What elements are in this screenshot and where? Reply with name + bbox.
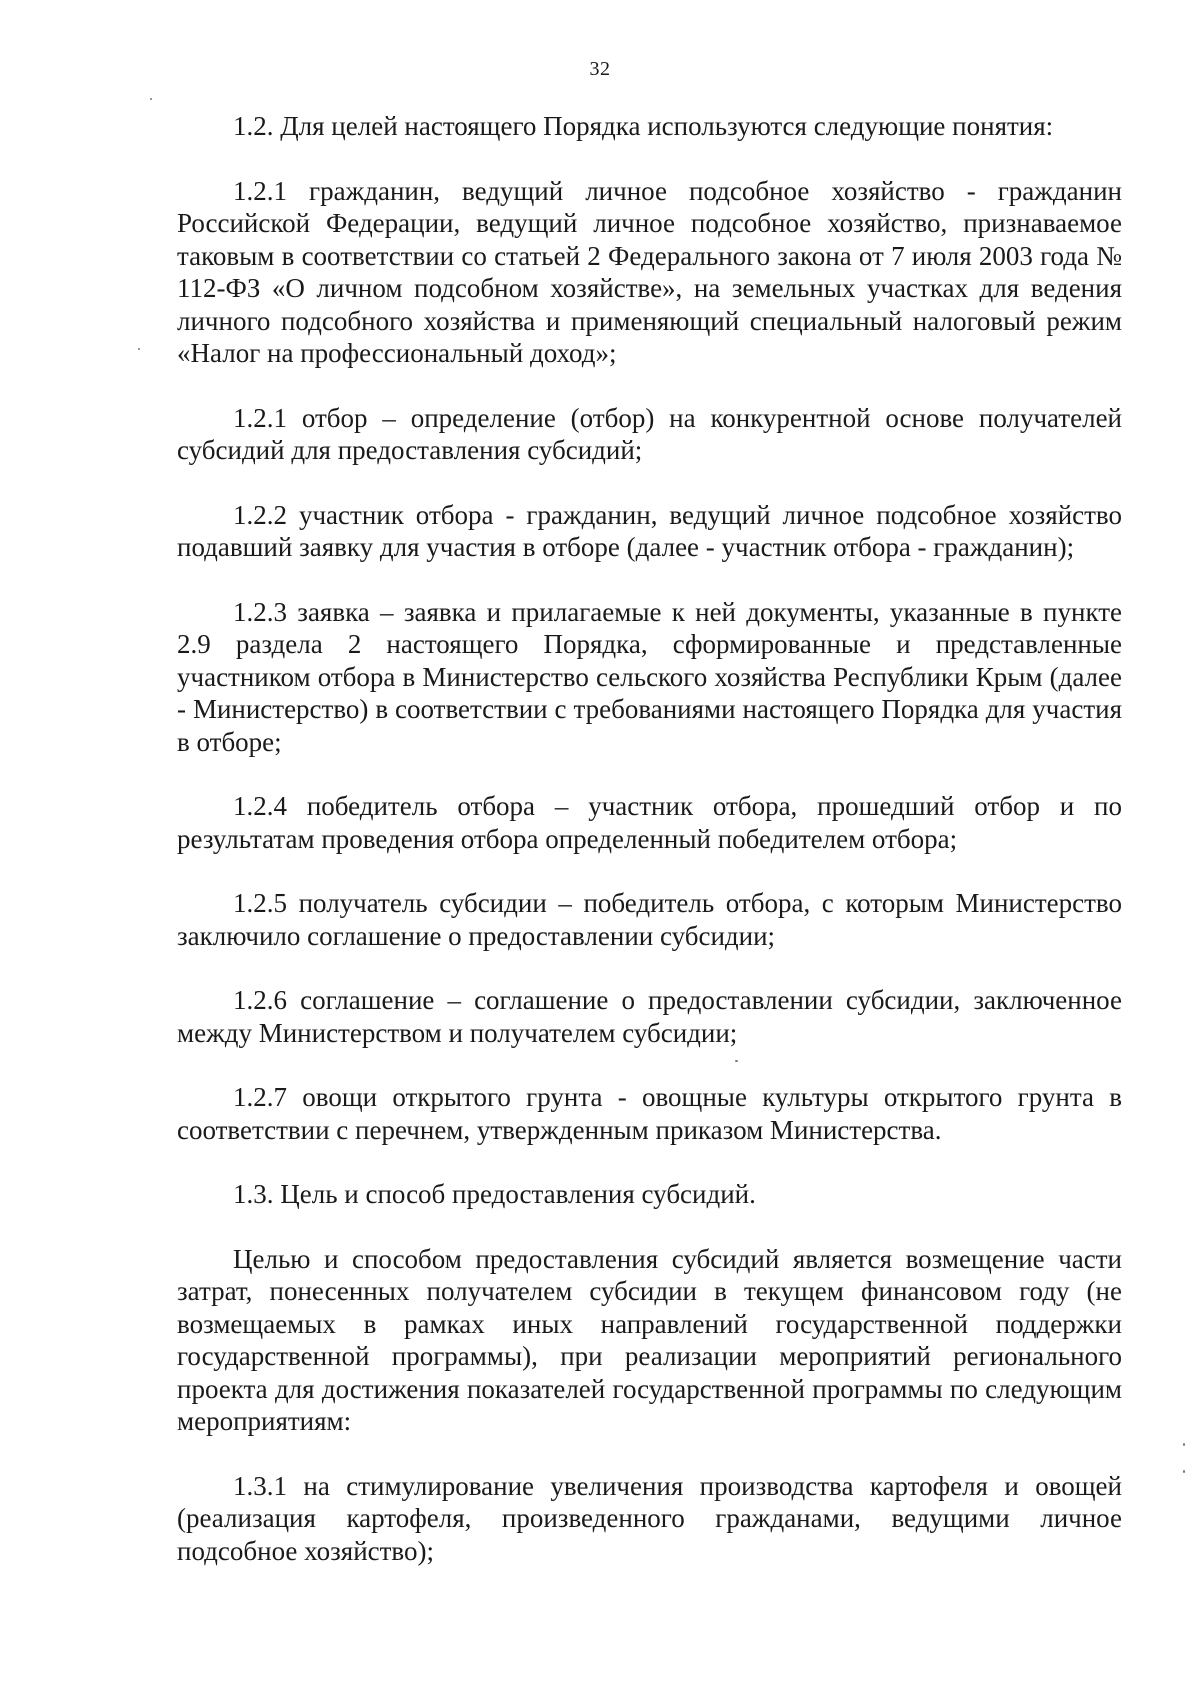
scan-speck <box>1183 1443 1185 1446</box>
paragraph-1-2-5: 1.2.5 получатель субсидии – победитель отбора, с которым Министерство заключило соглашение о предоставлении субсидии; <box>177 888 1122 951</box>
paragraph-1-2-6: 1.2.6 соглашение – соглашение о предоставлении субсидии, заключенное между Министерством и получателем субсидии; <box>177 985 1122 1048</box>
paragraph-1-2-1-citizen: 1.2.1 гражданин, ведущий личное подсобное хозяйство - гражданин Российской Федерации, ведущий личное подсобное хозяйство, признаваемое таковым в соответствии со статьей 2 Федерального закона от 7 июля 2003 года № 112-ФЗ «О личном подсобном хозяйстве», на земельных участках для ведения личного подсобного хозяйства и применяющий специальный налоговый режим «Налог на профессиональный доход»; <box>177 175 1122 368</box>
paragraph-1-3: 1.3. Цель и способ предоставления субсидий. <box>233 1179 756 1209</box>
page-number: 32 <box>589 58 611 80</box>
paragraph-1-2: 1.2. Для целей настоящего Порядка используются следующие понятия: <box>233 111 1054 141</box>
scan-speck <box>138 348 140 350</box>
paragraph-1-2-4: 1.2.4 победитель отбора – участник отбора, прошедший отбор и по результатам проведения отбора определенный победителем отбора; <box>177 791 1122 854</box>
document-body <box>177 110 1122 1567</box>
scan-speck <box>150 98 152 100</box>
paragraph-1-3-1: 1.3.1 на стимулирование увеличения производства картофеля и овощей (реализация картофеля, произведенного гражданами, ведущими личное подсобное хозяйство); <box>177 1470 1122 1566</box>
paragraph-1-3-purpose: Целью и способом предоставления субсидий является возмещение части затрат, понесенных получателем субсидии в текущем финансовом году (не возмещаемых в рамках иных направлений государственной поддержки государственной программы), при реализации мероприятий регионального проекта для достижения показателей государственной программы по следующим мероприятиям: <box>177 1243 1122 1436</box>
scan-speck <box>1183 1470 1185 1473</box>
scan-speck <box>735 1060 738 1062</box>
paragraph-1-2-1-selection: 1.2.1 отбор – определение (отбор) на конкурентной основе получателей субсидий для предоставления субсидий; <box>177 402 1122 465</box>
paragraph-1-2-3: 1.2.3 заявка – заявка и прилагаемые к ней документы, указанные в пункте 2.9 раздела 2 настоящего Порядка, сформированные и представленные участником отбора в Министерство сельского хозяйства Республики Крым (далее - Министерство) в соответствии с требованиями настоящего Порядка для участия в отборе; <box>177 596 1122 757</box>
paragraph-1-2-7: 1.2.7 овощи открытого грунта - овощные культуры открытого грунта в соответствии с перечнем, утвержденным приказом Министерства. <box>177 1082 1122 1145</box>
paragraph-1-2-2: 1.2.2 участник отбора - гражданин, ведущий личное подсобное хозяйство подавший заявку для участия в отборе (далее - участник отбора - гражданин); <box>177 499 1122 562</box>
